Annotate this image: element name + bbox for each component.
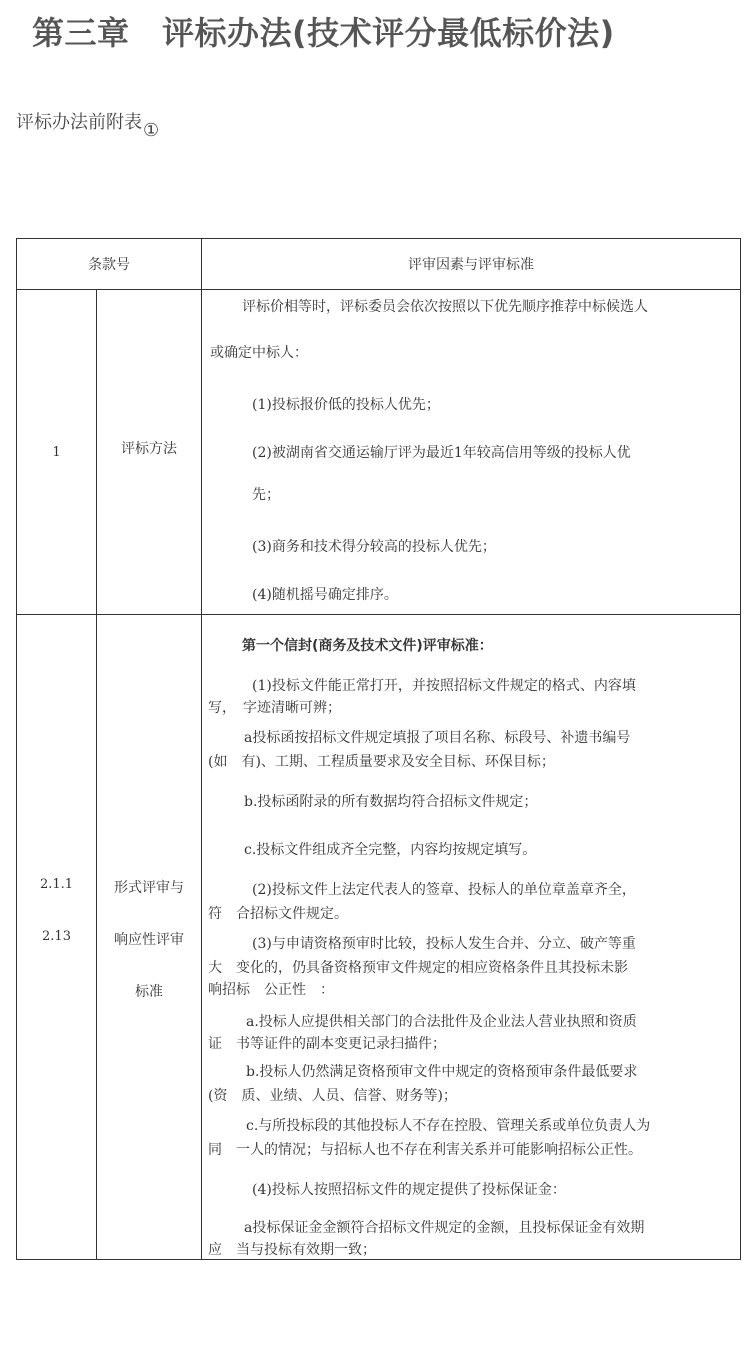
clause-number: 2.13 (42, 929, 71, 944)
criteria-line: 写， 字迹清晰可辨； (208, 700, 341, 716)
clause-number: 2.1.1 (39, 877, 74, 892)
clause-name-cell (97, 290, 202, 615)
criteria-line: b.投标人仍然满足资格预审文件中规定的资格预审条件最低要求 (246, 1064, 638, 1080)
table-caption-text: 评标办法前附表 (16, 112, 142, 133)
table-caption (16, 108, 160, 141)
chapter-title: 第三章 评标办法(技术评分最低标价法) (32, 14, 615, 52)
criteria-line: (1)投标报价低的投标人优先； (252, 397, 440, 413)
footnote-marker: ① (143, 120, 160, 141)
criteria-line: 证 书等证件的副本变更记录扫描件； (208, 1036, 446, 1052)
header-clause-number: 条款号 (17, 239, 202, 290)
evaluation-table (16, 238, 741, 1260)
criteria-line: (3)商务和技术得分较高的投标人优先； (252, 539, 496, 555)
criteria-line: c.投标文件组成齐全完整，内容均按规定填写。 (244, 842, 537, 858)
criteria-line: c.与所投标段的其他投标人不存在控股、管理关系或单位负责人为 (246, 1118, 651, 1134)
criteria-line: (资 质、业绩、人员、信誉、财务等)； (208, 1088, 457, 1104)
criteria-line: a.投标人应提供相关部门的合法批件及企业法人营业执照和资质 (246, 1014, 637, 1030)
clause-name-line: 标准 (135, 984, 163, 1000)
criteria-line: 同 一人的情况；与招标人也不存在利害关系并可能影响招标公正性。 (208, 1142, 642, 1158)
criteria-line: 或确定中标人： (210, 345, 308, 361)
criteria-line: 大 变化的，仍具备资格预审文件规定的相应资格条件且其投标未影 (208, 960, 628, 976)
table-row (17, 615, 741, 1260)
criteria-line: 应 当与投标有效期一致； (208, 1242, 376, 1258)
clause-number: 1 (52, 444, 61, 460)
criteria-line: 符 合招标文件规定。 (208, 906, 348, 922)
clause-name-line: 响应性评审 (114, 932, 184, 948)
clause-name-line: 形式评审与 (114, 880, 184, 896)
criteria-line: a投标保证金金额符合招标文件规定的金额，且投标保证金有效期 (244, 1220, 645, 1236)
criteria-cell (202, 290, 741, 615)
criteria-line: (2)投标文件上法定代表人的签章、投标人的单位章盖章齐全， (252, 882, 636, 898)
clause-name: 评标方法 (121, 441, 177, 457)
clause-number-cell (17, 615, 97, 1260)
criteria-line: (4)随机摇号确定排序。 (252, 587, 398, 603)
criteria-line: b.投标函附录的所有数据均符合招标文件规定； (244, 794, 538, 810)
table-row (17, 290, 741, 615)
criteria-line: (1)投标文件能正常打开，并按照招标文件规定的格式、内容填 (252, 678, 636, 694)
criteria-line: (如 有)、工期、工程质量要求及安全目标、环保目标； (208, 754, 555, 770)
criteria-line: (2)被湖南省交通运输厅评为最近1年较高信用等级的投标人优 (252, 445, 631, 461)
criteria-cell (202, 615, 741, 1260)
header-criteria: 评审因素与评审标准 (202, 239, 741, 290)
criteria-line: (3)与申请资格预审时比较，投标人发生合并、分立、破产等重 (252, 936, 636, 952)
criteria-line: (4)投标人按照招标文件的规定提供了投标保证金： (252, 1182, 566, 1198)
criteria-line: a投标函按招标文件规定填报了项目名称、标段号、补遗书编号 (244, 730, 631, 746)
clause-name-cell (97, 615, 202, 1260)
clause-number-cell (17, 290, 97, 615)
criteria-heading: 第一个信封(商务及技术文件)评审标准： (242, 638, 493, 654)
criteria-line: 先； (252, 487, 280, 503)
table-header-row (17, 239, 741, 290)
criteria-line: 响招标 公正性 ： (208, 982, 334, 998)
criteria-line: 评标价相等时，评标委员会依次按照以下优先顺序推荐中标候选人 (242, 299, 648, 315)
